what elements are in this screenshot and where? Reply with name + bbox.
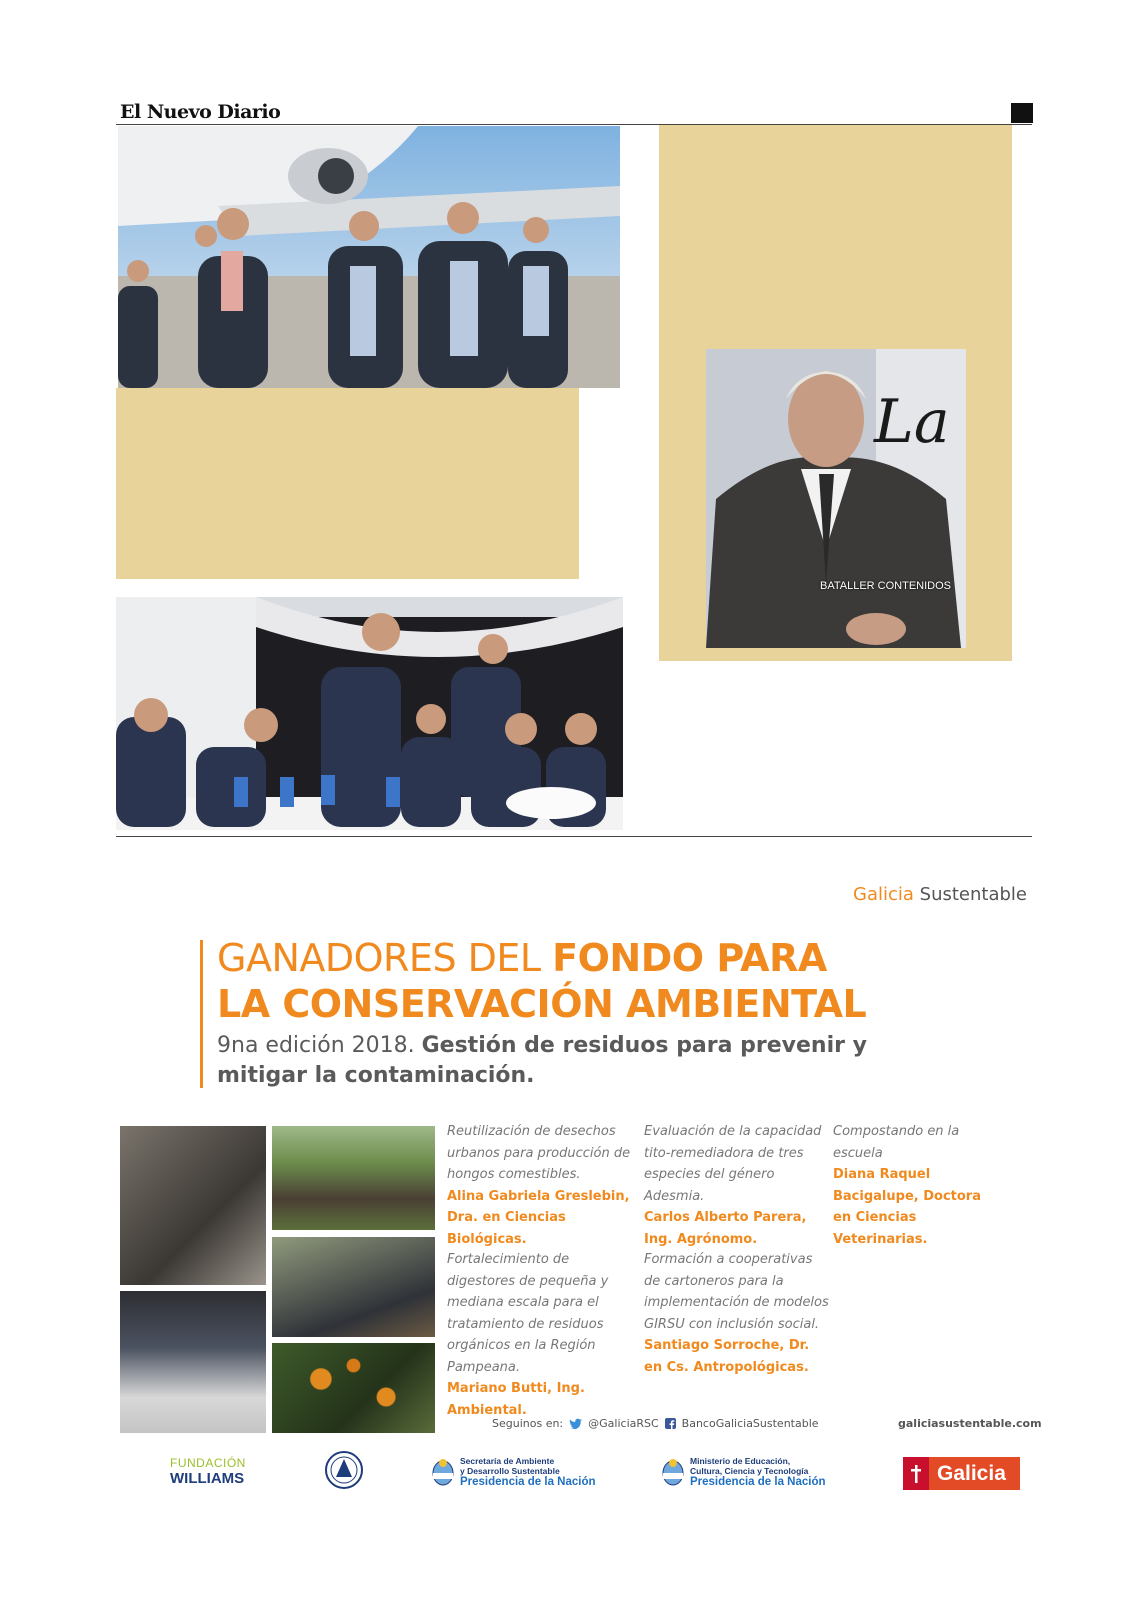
follow-label: Seguinos en: bbox=[492, 1417, 564, 1430]
galicia-logo bbox=[903, 1457, 1020, 1490]
galicia-cross-icon bbox=[909, 1464, 923, 1484]
entry-1 bbox=[447, 1121, 632, 1250]
entry-5 bbox=[644, 1249, 829, 1378]
facebook-icon bbox=[665, 1418, 676, 1429]
galicia-sustentable-brand bbox=[853, 884, 1027, 905]
apn-seal-logo bbox=[325, 1451, 363, 1494]
twitter-icon bbox=[569, 1418, 582, 1429]
ministerio-line1: Ministerio de Educación, bbox=[690, 1456, 791, 1466]
argentina-emblem-icon-2 bbox=[662, 1458, 684, 1486]
argentina-emblem-icon bbox=[432, 1458, 454, 1486]
entry-1-name: Alina Gabriela Greslebin, Dra. en Ciencias Biológicas. bbox=[447, 1188, 630, 1247]
entry-5-desc: Formación a cooperativas de cartoneros para la implementación de modelos GIRSU con inclusión social. bbox=[644, 1252, 829, 1332]
compost-photo bbox=[272, 1343, 435, 1433]
ad-title bbox=[217, 935, 866, 1027]
subtitle-bold-1: Gestión de residuos para prevenir y bbox=[421, 1033, 867, 1058]
apn-seal-icon bbox=[325, 1451, 363, 1489]
recycling-photo bbox=[120, 1291, 266, 1433]
entry-2-name: Carlos Alberto Parera, Ing. Agrónomo. bbox=[644, 1210, 807, 1247]
entry-5-name: Santiago Sorroche, Dr. en Cs. Antropológicas. bbox=[644, 1338, 810, 1375]
subtitle-light: 9na edición 2018. bbox=[217, 1033, 422, 1058]
ministerio-educacion-logo bbox=[662, 1456, 826, 1488]
mushroom-photo bbox=[120, 1126, 266, 1285]
entry-4-name: Mariano Butti, Ing. Ambiental. bbox=[447, 1381, 585, 1418]
title-line1-bold: FONDO PARA bbox=[552, 936, 827, 980]
entry-4-desc: Fortalecimiento de digestores de pequeña y mediana escala para el tratamiento de residuos orgánicos en la Región Pampeana. bbox=[447, 1252, 609, 1375]
entry-1-desc: Reutilización de desechos urbanos para producción de hongos comestibles. bbox=[447, 1124, 631, 1182]
secretaria-line3: Presidencia de la Nación bbox=[460, 1476, 596, 1488]
secretaria-ambiente-logo bbox=[432, 1456, 596, 1488]
williams-line1: FUNDACIÓN bbox=[170, 1456, 246, 1470]
entry-3-desc: Compostando en la escuela bbox=[833, 1124, 960, 1161]
portrait-sign-text: La bbox=[874, 387, 950, 457]
entry-3 bbox=[833, 1121, 1003, 1250]
airport-group-photo bbox=[118, 126, 620, 388]
galicia-logo-text: Galicia bbox=[937, 1461, 1006, 1485]
brand-sustentable: Sustentable bbox=[919, 884, 1027, 905]
subtitle-bold-2: mitigar la contaminación. bbox=[217, 1063, 535, 1088]
title-line2: LA CONSERVACIÓN AMBIENTAL bbox=[217, 982, 867, 1026]
digester-photo bbox=[272, 1237, 435, 1337]
brand-galicia: Galicia bbox=[853, 884, 914, 905]
entry-2-desc: Evaluación de la capacidad tito-remediadora de tres especies del género Adesmia. bbox=[644, 1124, 822, 1204]
corner-marker bbox=[1011, 103, 1033, 123]
ministerio-line2: Cultura, Ciencia y Tecnología bbox=[690, 1466, 809, 1476]
airport-photo-art bbox=[118, 126, 620, 388]
portrait-photo bbox=[706, 349, 966, 648]
secretaria-line1: Secretaría de Ambiente bbox=[460, 1456, 555, 1466]
conference-photo bbox=[116, 597, 623, 830]
galicia-logo-symbol bbox=[903, 1457, 929, 1490]
entry-2 bbox=[644, 1121, 824, 1250]
social-follow-line bbox=[492, 1417, 819, 1430]
facebook-page[interactable]: BancoGaliciaSustentable bbox=[681, 1417, 819, 1430]
masthead-logo: El Nuevo Diario bbox=[120, 101, 281, 123]
ad-subtitle bbox=[217, 1031, 867, 1091]
entry-3-name: Diana Raquel Bacigalupe, Doctora en Ciencias Veterinarias. bbox=[833, 1167, 981, 1247]
conference-photo-art bbox=[116, 597, 623, 830]
school-group-photo bbox=[272, 1126, 435, 1230]
ministerio-line3: Presidencia de la Nación bbox=[690, 1476, 826, 1488]
website-url[interactable]: galiciasustentable.com bbox=[898, 1417, 1042, 1430]
fundacion-williams-logo bbox=[170, 1456, 246, 1487]
beige-text-box-left bbox=[116, 388, 579, 579]
watermark-text: BATALLER CONTENIDOS bbox=[820, 580, 952, 592]
title-accent-bar bbox=[200, 940, 203, 1088]
williams-line2: WILLIAMS bbox=[170, 1470, 245, 1487]
title-line1-light: GANADORES DEL bbox=[217, 936, 553, 980]
entry-4 bbox=[447, 1249, 632, 1421]
twitter-handle[interactable]: @GaliciaRSC bbox=[588, 1417, 659, 1430]
section-rule bbox=[116, 836, 1032, 837]
secretaria-line2: y Desarrollo Sustentable bbox=[460, 1466, 560, 1476]
